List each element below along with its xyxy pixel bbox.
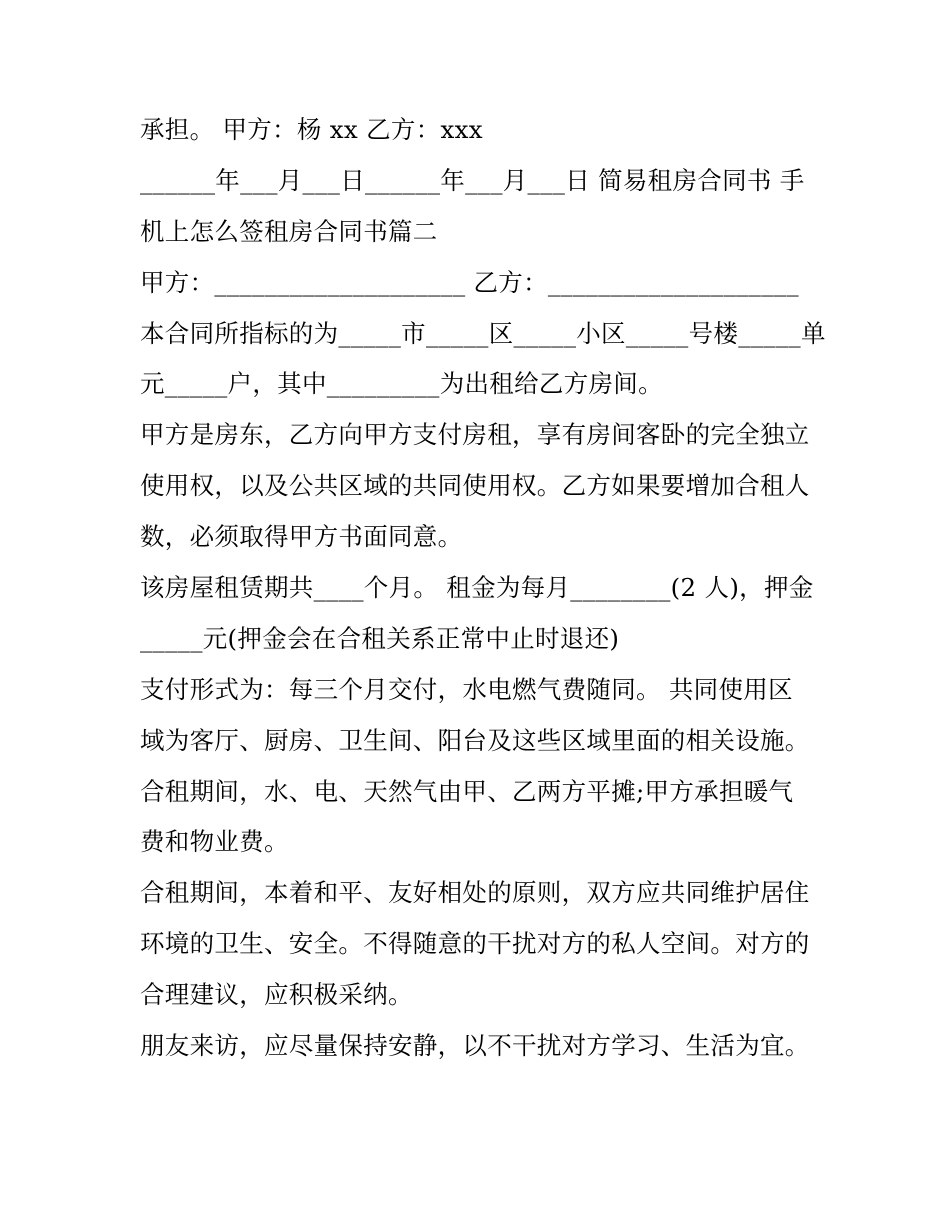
text-line: 机上怎么签租房合同书篇二 bbox=[140, 216, 438, 246]
document-body bbox=[140, 105, 830, 1072]
text-line: 支付形式为：每三个月交付，水电燃气费随同。 共同使用区 bbox=[140, 674, 793, 704]
text-line: 朋友来访，应尽量保持安静，以不干扰对方学习、生活为宜。 bbox=[140, 1031, 810, 1061]
text-line: 合租期间，本着和平、友好相处的原则，双方应共同维护居住 bbox=[140, 878, 810, 908]
text-line: 本合同所指标的为_____市_____区_____小区_____号楼_____单 bbox=[140, 318, 826, 348]
text-line: 甲方：____________________ 乙方：____________________ bbox=[140, 267, 799, 297]
text-line: 合理建议，应积极采纳。 bbox=[140, 980, 413, 1010]
text-line: ______年___月___日______年___月___日 简易租房合同书 手 bbox=[140, 165, 805, 195]
text-line: 合租期间，水、电、天然气由甲、乙两方平摊;甲方承担暖气 bbox=[140, 776, 794, 806]
text-line: 环境的卫生、安全。不得随意的干扰对方的私人空间。对方的 bbox=[140, 929, 810, 959]
text-line: 使用权，以及公共区域的共同使用权。乙方如果要增加合租人 bbox=[140, 471, 810, 501]
text-line: 元_____户，其中_________为出租给乙方房间。 bbox=[140, 369, 663, 399]
text-line: 该房屋租赁期共____个月。 租金为每月________(2 人)，押金 bbox=[140, 573, 814, 603]
text-line: 费和物业费。 bbox=[140, 827, 289, 857]
text-line: 甲方是房东，乙方向甲方支付房租，享有房间客卧的完全独立 bbox=[140, 420, 810, 450]
text-line: 数，必须取得甲方书面同意。 bbox=[140, 522, 463, 552]
text-line: 承担。 甲方：杨 xx 乙方：xxx bbox=[140, 115, 483, 144]
text-line: _____元(押金会在合租关系正常中止时退还) bbox=[140, 623, 620, 653]
text-line: 域为客厅、厨房、卫生间、阳台及这些区域里面的相关设施。 bbox=[140, 725, 810, 755]
